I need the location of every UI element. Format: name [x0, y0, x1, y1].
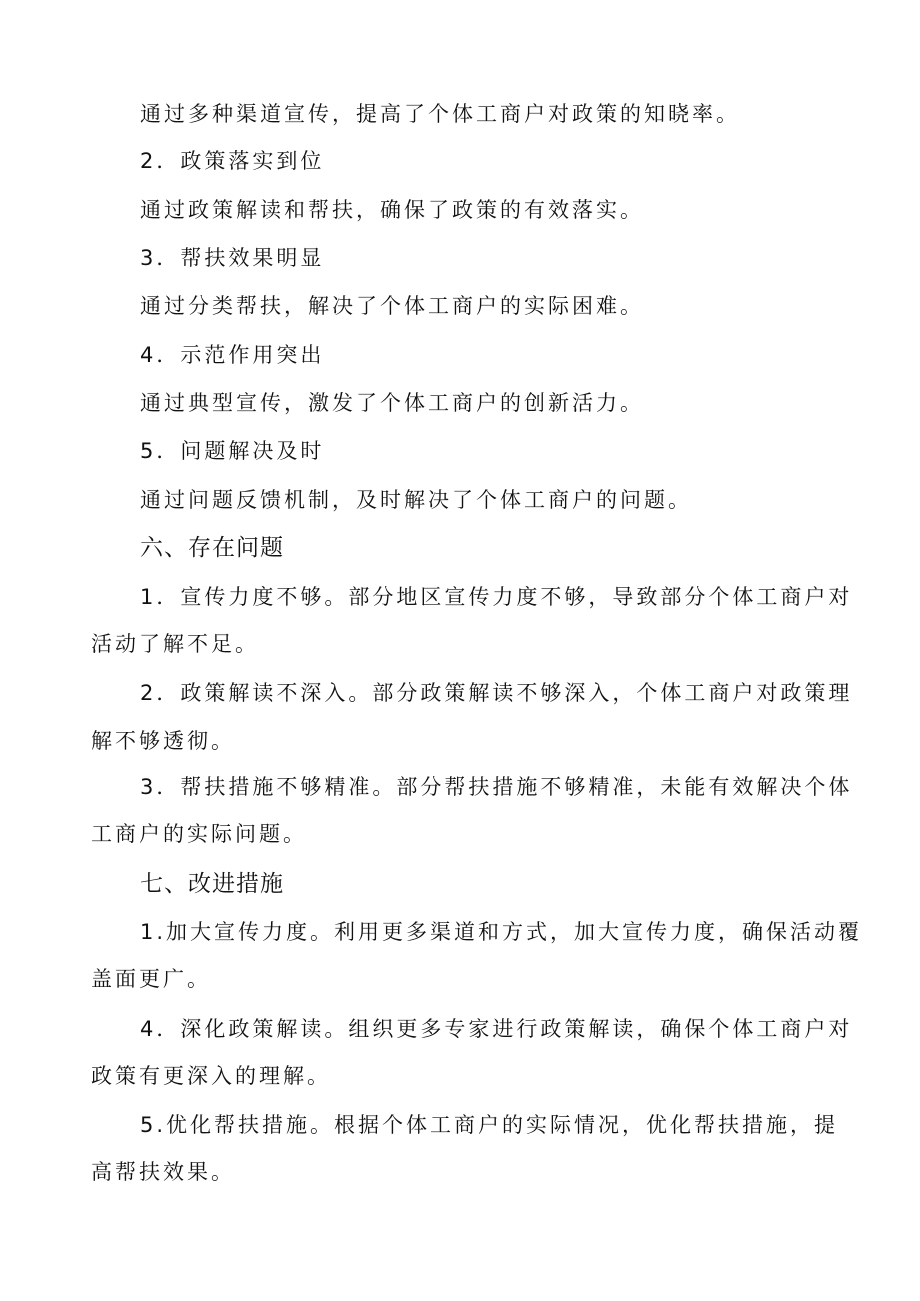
paragraph: 通过分类帮扶，解决了个体工商户的实际困难。 — [140, 294, 644, 318]
paragraph-line: 高帮扶效果。 — [91, 1160, 235, 1184]
paragraph-line: 工商户的实际问题。 — [91, 822, 307, 846]
paragraph-line: 盖面更广。 — [91, 967, 211, 991]
list-item-title: 4．示范作用突出 — [140, 343, 325, 367]
paragraph-line: 5.优化帮扶措施。根据个体工商户的实际情况，优化帮扶措施，提 — [140, 1113, 839, 1137]
paragraph-line: 3．帮扶措施不够精准。部分帮扶措施不够精准，未能有效解决个体 — [140, 775, 853, 799]
list-item-title: 5．问题解决及时 — [140, 439, 325, 463]
paragraph-line: 2．政策解读不深入。部分政策解读不够深入，个体工商户对政策理 — [140, 681, 853, 705]
paragraph-line: 解不够透彻。 — [91, 729, 235, 753]
section-heading: 六、存在问题 — [140, 535, 284, 561]
paragraph-line: 1．宣传力度不够。部分地区宣传力度不够，导致部分个体工商户对 — [140, 585, 853, 609]
paragraph: 通过问题反馈机制，及时解决了个体工商户的问题。 — [140, 488, 692, 512]
paragraph: 通过典型宣传，激发了个体工商户的创新活力。 — [140, 391, 644, 415]
paragraph: 通过政策解读和帮扶，确保了政策的有效落实。 — [140, 198, 644, 222]
paragraph-line: 活动了解不足。 — [91, 632, 259, 656]
list-item-title: 3．帮扶效果明显 — [140, 246, 325, 270]
paragraph-line: 1.加大宣传力度。利用更多渠道和方式，加大宣传力度，确保活动覆 — [140, 920, 863, 944]
paragraph-line: 政策有更深入的理解。 — [91, 1064, 331, 1088]
paragraph-intro: 通过多种渠道宣传，提高了个体工商户对政策的知晓率。 — [140, 102, 740, 126]
list-item-title: 2．政策落实到位 — [140, 149, 325, 173]
paragraph-line: 4．深化政策解读。组织更多专家进行政策解读，确保个体工商户对 — [140, 1017, 853, 1041]
section-heading: 七、改进措施 — [140, 871, 284, 897]
